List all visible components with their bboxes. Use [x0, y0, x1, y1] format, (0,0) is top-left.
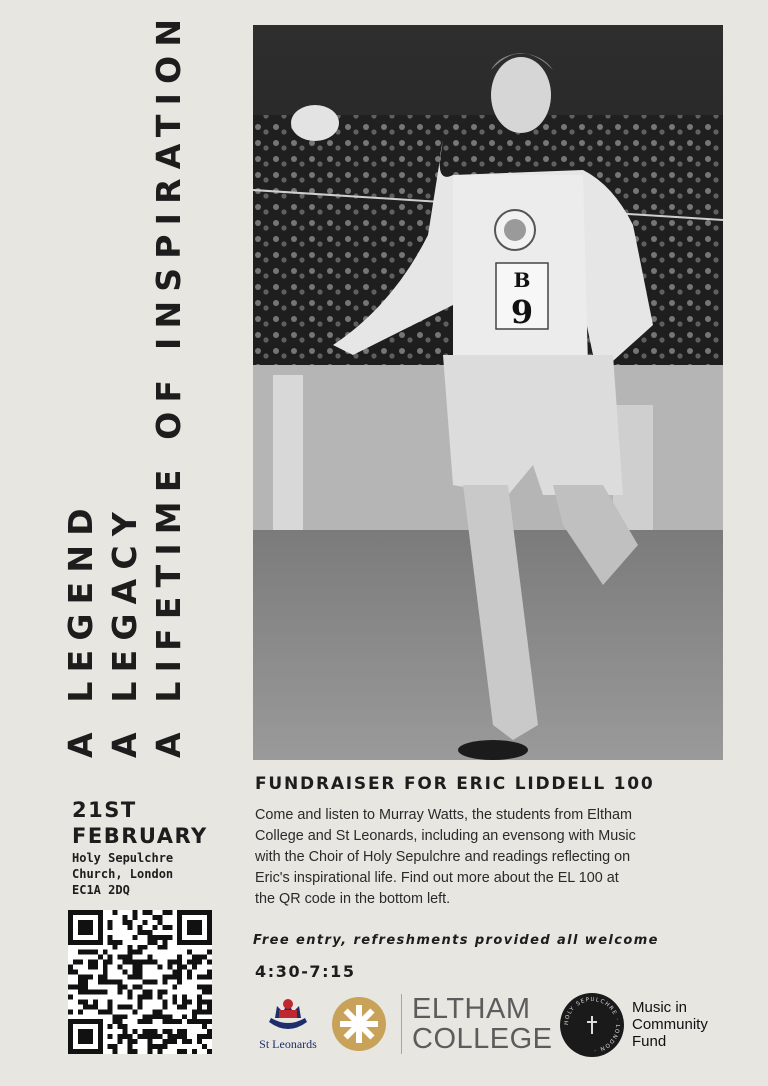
music-community-fund-logo [632, 999, 708, 1050]
qr-code-icon[interactable] [68, 910, 212, 1054]
event-venue [72, 850, 226, 898]
venue-line-1: Holy Sepulchre [72, 851, 174, 865]
description-line: the QR code in the bottom left. [255, 891, 451, 907]
mcf-line-3: Fund [632, 1033, 667, 1050]
sponsor-logos [255, 992, 725, 1062]
bib-letter: B [513, 268, 531, 292]
svg-text:HOLY SEPULCHRE · LONDON ·: HOLY SEPULCHRE · LONDON · [563, 996, 621, 1054]
description [255, 805, 737, 910]
description-line: Come and listen to Murray Watts, the students from Eltham [255, 807, 632, 823]
bib-number: 9 [510, 293, 534, 331]
eltham-line-1: ELTHAM [412, 993, 531, 1025]
mcf-line-2: Community [632, 1016, 708, 1033]
st-leonards-logo [255, 992, 321, 1060]
free-entry-text: Free entry, refreshments provided all welcome [253, 933, 659, 948]
title-line-3: A LIFETIME OF INSPIRATION [149, 9, 188, 758]
mcf-line-1: Music in [632, 999, 688, 1016]
title-line-2: A LEGACY [105, 503, 144, 758]
eltham-line-2: COLLEGE [412, 1023, 553, 1055]
venue-line-2: Church, London [72, 867, 174, 881]
st-leonards-crest-icon [255, 992, 321, 1036]
description-line: College and St Leonards, including an evensong with Music [255, 828, 636, 844]
event-time: 4:30-7:15 [255, 962, 356, 981]
date-day: 21ST [72, 798, 137, 822]
description-line: with the Choir of Holy Sepulchre and readings reflecting on [255, 849, 631, 865]
eltham-college-wordmark [401, 994, 553, 1054]
event-date [72, 797, 208, 849]
title-line-1: A LEGEND [61, 499, 100, 758]
st-leonards-label: St Leonards [259, 1037, 317, 1051]
date-month: FEBRUARY [72, 824, 208, 848]
eltham-college-badge-icon [331, 996, 387, 1052]
holy-sepulchre-logo-icon [559, 992, 625, 1058]
headline: FUNDRAISER FOR ERIC LIDDELL 100 [255, 774, 655, 794]
description-line: Eric's inspirational life. Find out more about the EL 100 at [255, 870, 619, 886]
runner-photo [253, 25, 723, 760]
vertical-title [61, 9, 188, 758]
venue-line-3: EC1A 2DQ [72, 883, 130, 897]
